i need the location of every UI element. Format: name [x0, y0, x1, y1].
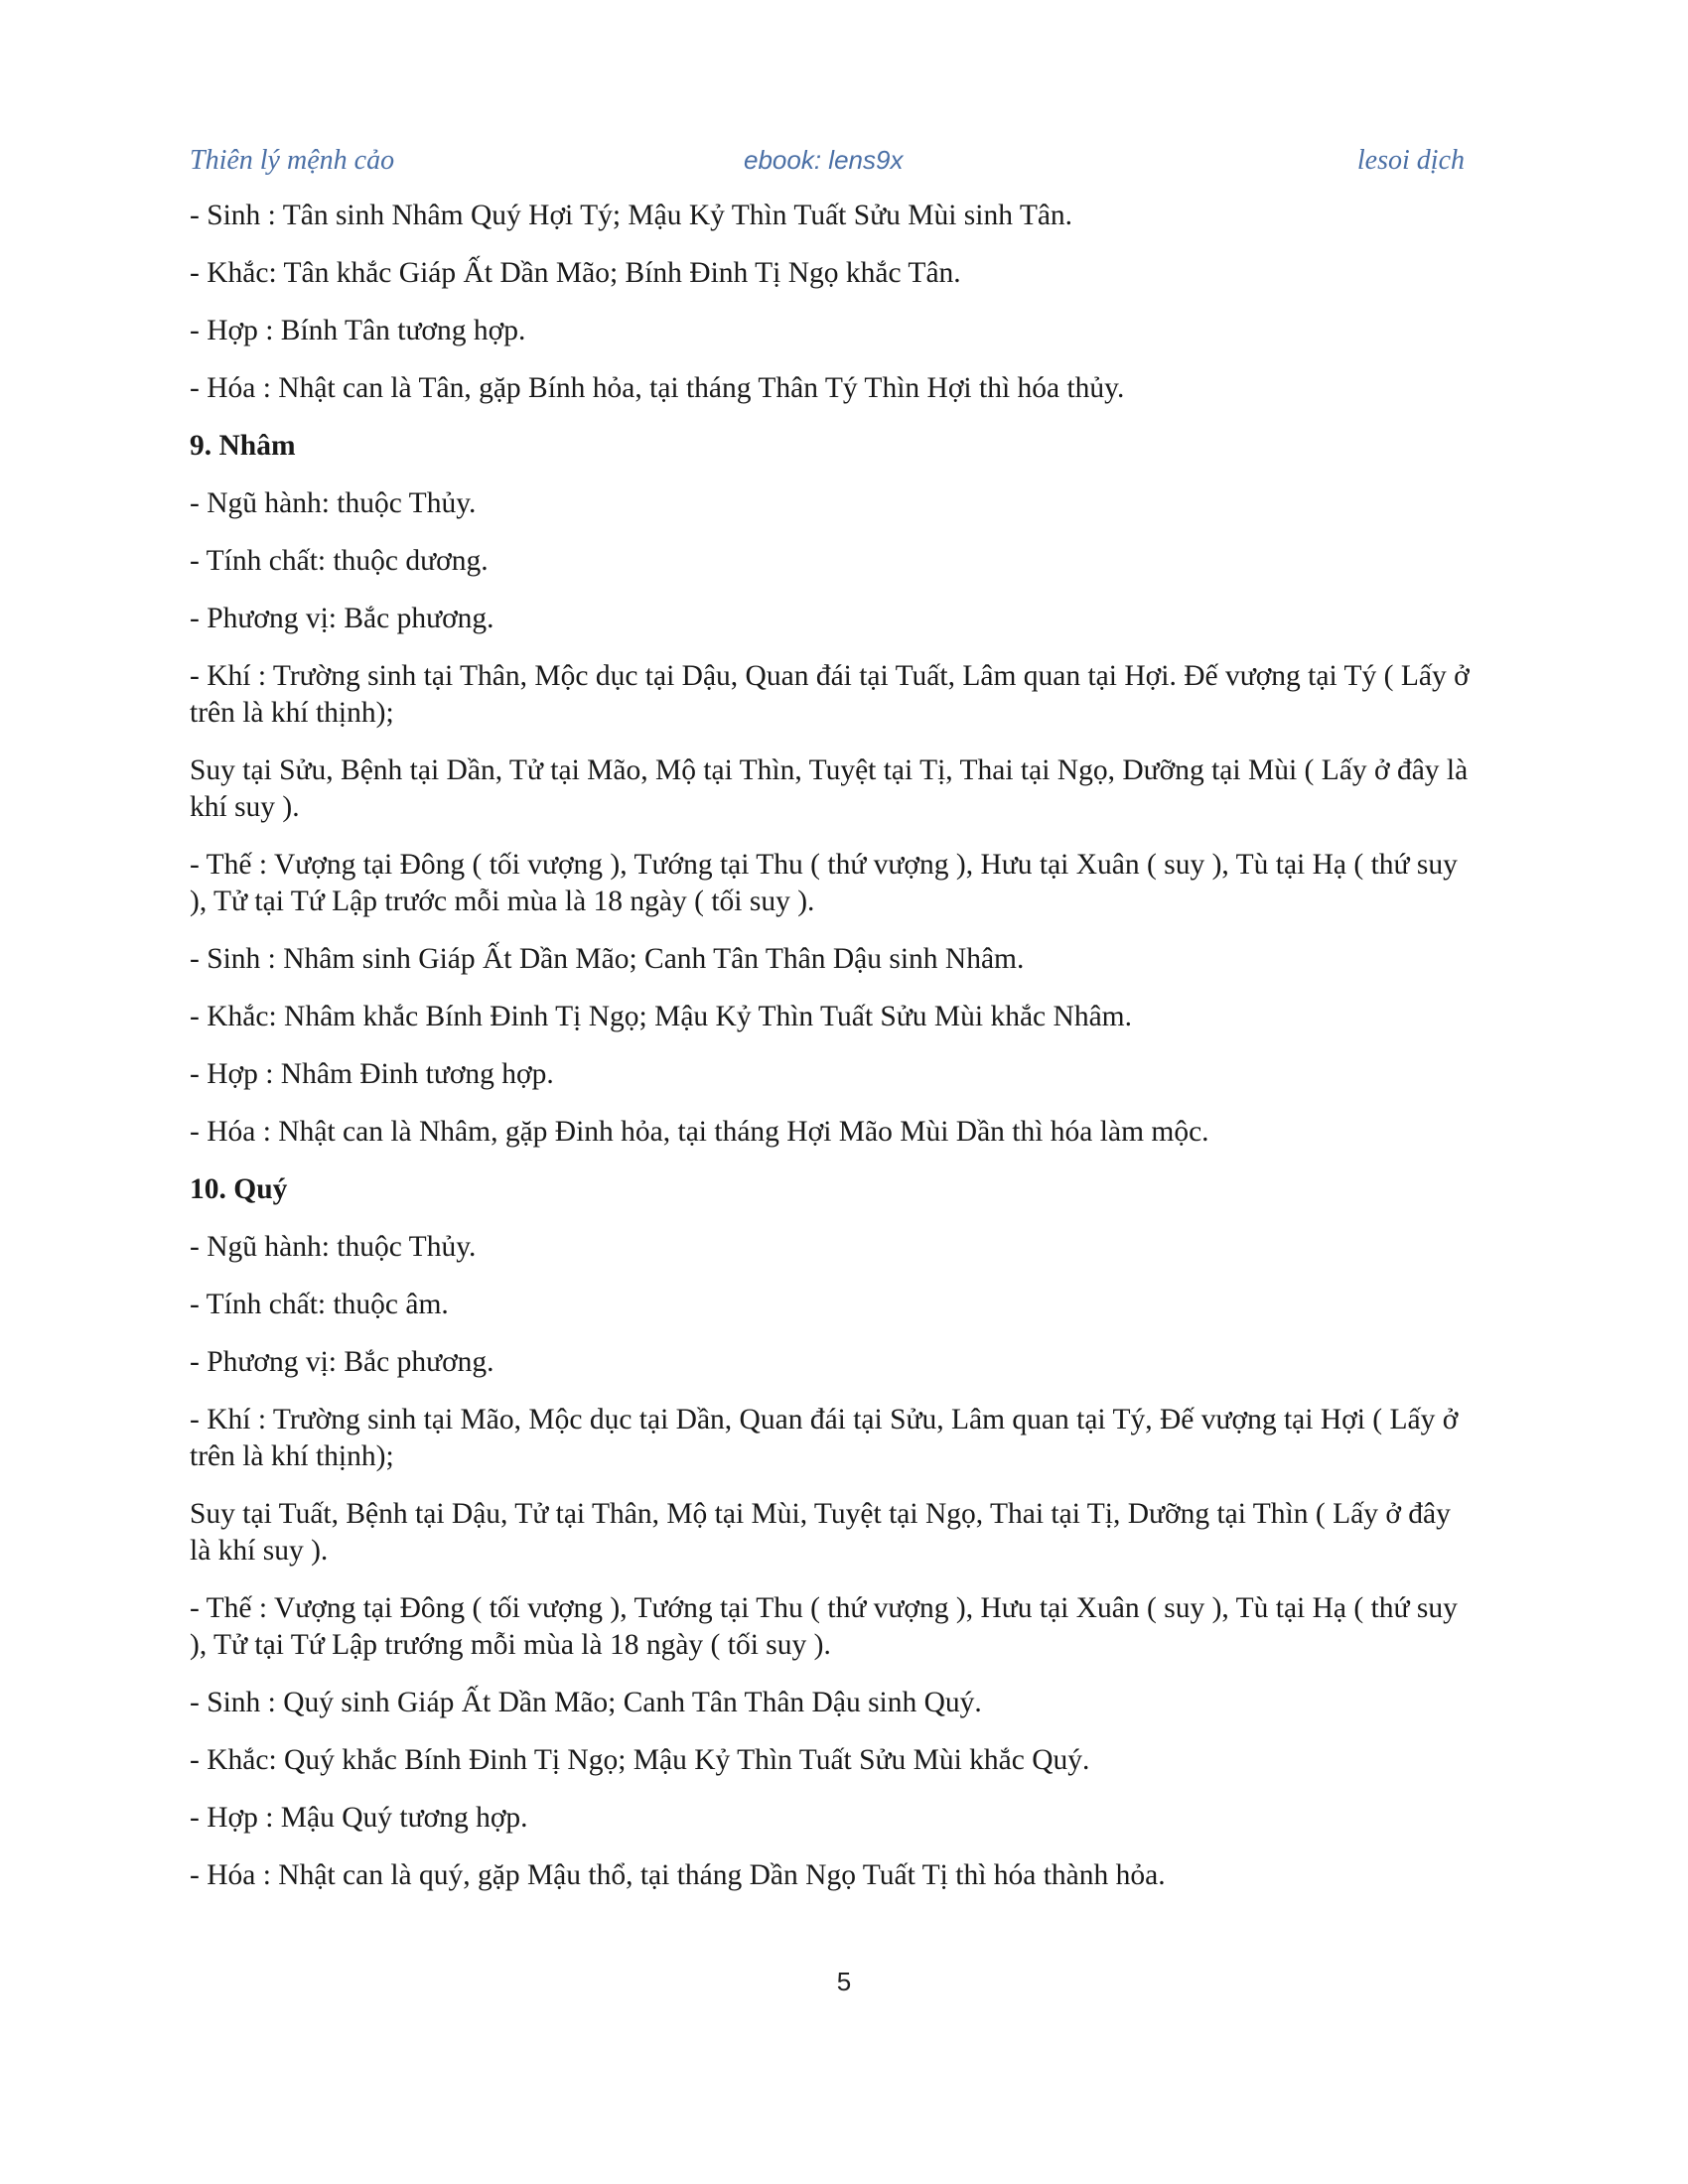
paragraph: - Tính chất: thuộc âm.: [190, 1289, 449, 1320]
paragraph: - Khí : Trường sinh tại Mão, Mộc dục tại Dần, Quan đái tại Sửu, Lâm quan tại Tý, Đế vượng tại Hợi ( Lấy ở trên là khí thịnh);: [190, 1404, 1459, 1472]
paragraph: - Sinh : Quý sinh Giáp Ất Dần Mão; Canh Tân Thân Dậu sinh Quý.: [190, 1687, 982, 1718]
header-book-title: Thiên lý mệnh cảo: [190, 145, 395, 176]
paragraph: - Ngũ hành: thuộc Thủy.: [190, 487, 477, 519]
paragraph: - Khắc: Quý khắc Bính Đinh Tị Ngọ; Mậu Kỷ Thìn Tuất Sửu Mùi khắc Quý.: [190, 1744, 1090, 1776]
paragraph: - Hợp : Nhâm Đinh tương hợp.: [190, 1058, 554, 1090]
paragraph: - Sinh : Nhâm sinh Giáp Ất Dần Mão; Canh Tân Thân Dậu sinh Nhâm.: [190, 943, 1025, 975]
paragraph: - Hóa : Nhật can là Tân, gặp Bính hỏa, tại tháng Thân Tý Thìn Hợi thì hóa thủy.: [190, 372, 1125, 404]
paragraph: - Tính chất: thuộc dương.: [190, 545, 489, 577]
paragraph: - Hóa : Nhật can là quý, gặp Mậu thổ, tại tháng Dần Ngọ Tuất Tị thì hóa thành hỏa.: [190, 1859, 1166, 1891]
paragraph: Suy tại Sửu, Bệnh tại Dần, Tử tại Mão, Mộ tại Thìn, Tuyệt tại Tị, Thai tại Ngọ, Dưỡng tại Mùi ( Lấy ở đây là khí suy ).: [190, 754, 1469, 823]
header-translator: lesoi dịch: [1356, 145, 1465, 176]
paragraph: - Ngũ hành: thuộc Thủy.: [190, 1231, 477, 1263]
paragraph: - Khí : Trường sinh tại Thân, Mộc dục tại Dậu, Quan đái tại Tuất, Lâm quan tại Hợi. Đế vượng tại Tý ( Lấy ở trên là khí thịnh);: [190, 660, 1470, 729]
section-heading: 9. Nhâm: [190, 430, 296, 462]
page-number: 5: [836, 1967, 852, 1996]
paragraph: - Hóa : Nhật can là Nhâm, gặp Đinh hỏa, tại tháng Hợi Mão Mùi Dần thì hóa làm mộc.: [190, 1116, 1209, 1148]
paragraph: - Phương vị: Bắc phương.: [190, 603, 494, 634]
header-ebook-source: ebook: lens9x: [744, 145, 904, 175]
section-heading: 10. Quý: [190, 1173, 288, 1205]
paragraph: - Khắc: Tân khắc Giáp Ất Dần Mão; Bính Đinh Tị Ngọ khắc Tân.: [190, 257, 961, 289]
paragraph: - Thế : Vượng tại Đông ( tối vượng ), Tướng tại Thu ( thứ vượng ), Hưu tại Xuân ( suy ), Tù tại Hạ ( thứ suy ), Tử tại Tứ Lập trước mỗi mùa là 18 ngày ( tối suy ).: [190, 849, 1458, 917]
paragraph: - Phương vị: Bắc phương.: [190, 1346, 494, 1378]
paragraph: - Sinh : Tân sinh Nhâm Quý Hợi Tý; Mậu Kỷ Thìn Tuất Sửu Mùi sinh Tân.: [190, 200, 1073, 231]
paragraph: - Khắc: Nhâm khắc Bính Đinh Tị Ngọ; Mậu Kỷ Thìn Tuất Sửu Mùi khắc Nhâm.: [190, 1001, 1132, 1032]
paragraph: - Hợp : Mậu Quý tương hợp.: [190, 1802, 528, 1834]
page-body: [190, 198, 1471, 1915]
paragraph: Suy tại Tuất, Bệnh tại Dậu, Tử tại Thân, Mộ tại Mùi, Tuyệt tại Ngọ, Thai tại Tị, Dưỡng tại Thìn ( Lấy ở đây là khí suy ).: [190, 1498, 1451, 1567]
paragraph: - Thế : Vượng tại Đông ( tối vượng ), Tướng tại Thu ( thứ vượng ), Hưu tại Xuân ( suy ), Tù tại Hạ ( thứ suy ), Tử tại Tứ Lập trướng mỗi mùa là 18 ngày ( tối suy ).: [190, 1592, 1458, 1661]
paragraph: - Hợp : Bính Tân tương hợp.: [190, 315, 526, 346]
page-header: [190, 145, 1465, 185]
